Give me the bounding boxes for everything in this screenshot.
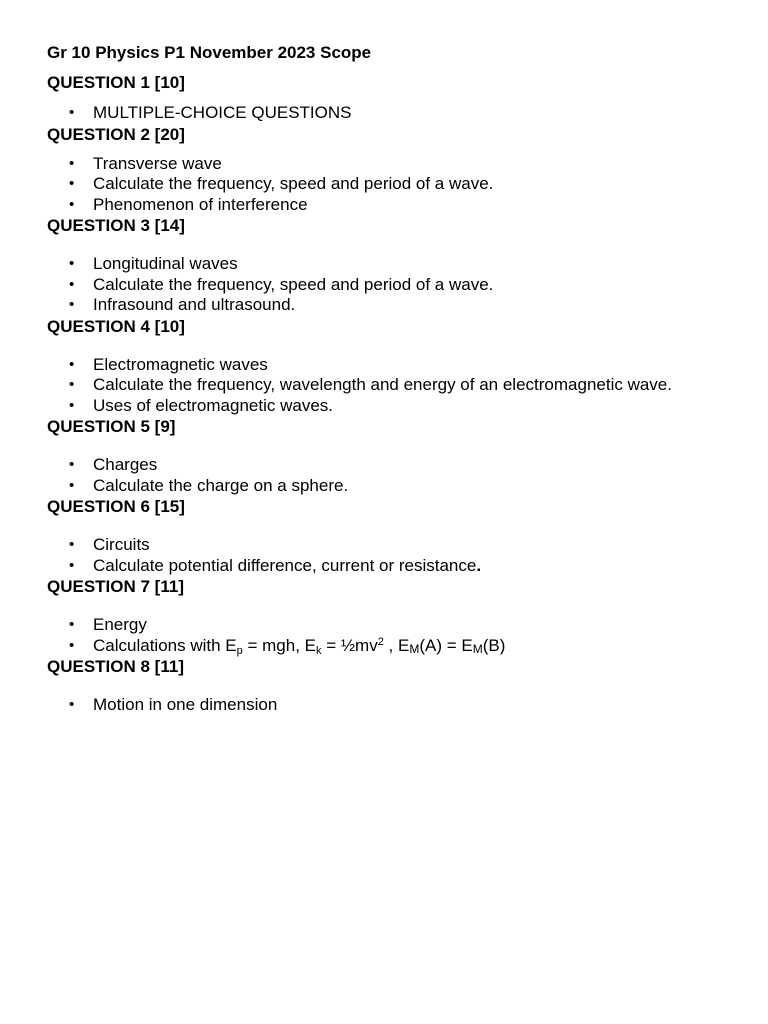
document-title: Gr 10 Physics P1 November 2023 Scope [47,43,372,62]
list-item: • Motion in one dimension [47,695,768,716]
list-item: • Calculate the charge on a sphere. [47,476,768,497]
question-6-heading: QUESTION 6 [15] [47,497,185,516]
question-1-heading: QUESTION 1 [10] [47,73,185,92]
list-item: • Infrasound and ultrasound. [47,295,768,316]
list-item: • Circuits [47,535,768,556]
list-item: • Calculate the frequency, wavelength and energy of an electromagnetic wave. [47,375,768,396]
list-item: • Calculate the frequency, speed and period of a wave. [47,174,768,195]
list-item: • Phenomenon of interference [47,195,768,216]
formula-ek-subscript: k [315,644,322,657]
list-item: • Longitudinal waves [47,254,768,275]
list-item-period: . [476,555,482,575]
formula-ek-rest: = ½mv [321,635,378,655]
question-5-list [47,455,768,496]
question-8-heading: QUESTION 8 [11] [47,657,184,676]
list-item: • MULTIPLE-CHOICE QUESTIONS [47,103,768,124]
formula-item [47,636,768,657]
question-8-list [47,695,768,716]
list-item: • Energy [47,615,768,636]
question-7-list [47,615,768,656]
formula-prefix: Calculations with E [93,635,237,655]
formula-em-subscript-a: M [409,641,420,656]
question-7-heading: QUESTION 7 [11] [47,577,184,596]
formula-ep-subscript: p [236,644,243,657]
formula-ek-superscript: 2 [377,635,384,648]
formula-em-rest-b: (B) [482,635,506,655]
question-3-list [47,254,768,316]
list-item-text: Calculate potential difference, current or resistance [93,555,477,575]
list-item: • Uses of electromagnetic waves. [47,396,768,417]
question-2-list [47,154,768,216]
question-1-list [47,103,768,124]
list-item [47,556,768,577]
formula-em-subscript-b: M [472,641,483,656]
question-2-heading: QUESTION 2 [20] [47,124,185,144]
question-4-heading: QUESTION 4 [10] [47,316,185,336]
list-item: • Charges [47,455,768,476]
formula-separator: , E [383,635,410,655]
question-3-heading: QUESTION 3 [14] [47,216,185,235]
question-5-heading: QUESTION 5 [9] [47,417,176,436]
list-item: • Calculate the frequency, speed and period of a wave. [47,275,768,296]
formula-em-rest-a: (A) = E [419,635,473,655]
question-4-list [47,355,768,417]
list-item: • Transverse wave [47,154,768,175]
question-6-list [47,535,768,576]
formula-ep-rest: = mgh, E [242,635,316,655]
list-item: • Electromagnetic waves [47,355,768,376]
